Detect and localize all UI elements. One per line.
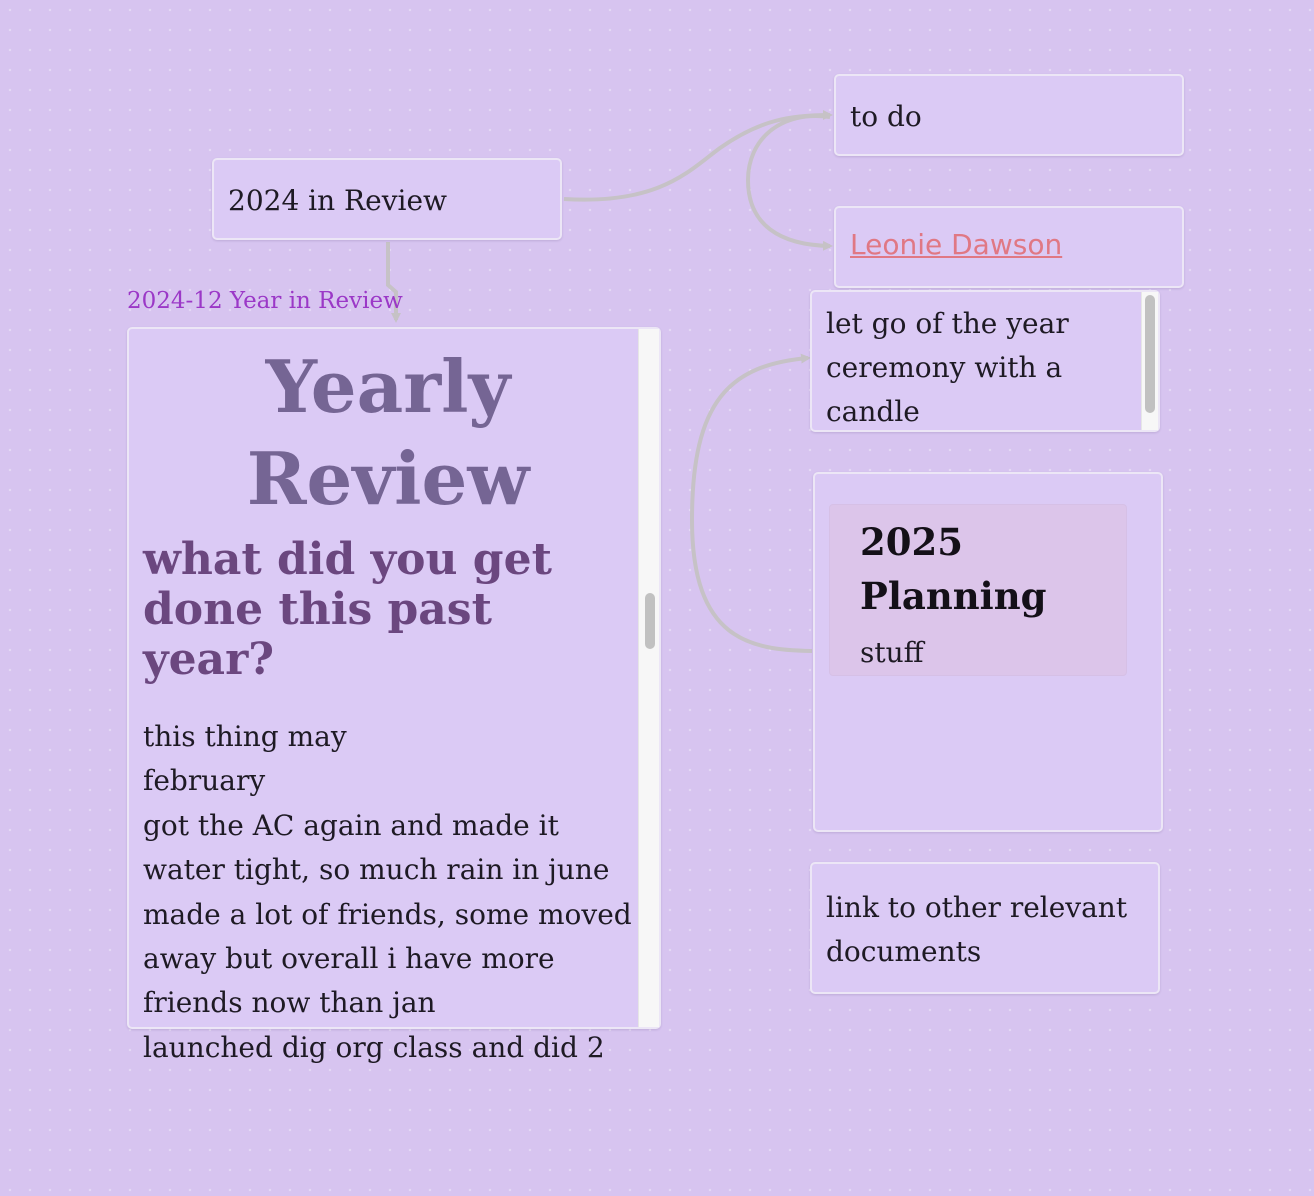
- node-link-documents[interactable]: [810, 862, 1160, 994]
- node-2024-in-review[interactable]: [212, 158, 562, 240]
- leonie-dawson-link[interactable]: Leonie Dawson: [850, 228, 1063, 261]
- file-card-content: [143, 329, 633, 1064]
- planning-body: stuff: [860, 636, 924, 669]
- body-line: away but overall i have more: [143, 942, 555, 976]
- let-go-scrollbar-thumb[interactable]: [1145, 295, 1155, 413]
- body-line: this thing may: [143, 720, 347, 753]
- node-link-documents-text: link to other relevant documents: [826, 891, 1128, 968]
- edge-review-to-todo[interactable]: [564, 115, 830, 200]
- planning-inner-card[interactable]: [829, 504, 1127, 676]
- edge-todo-to-link[interactable]: [748, 116, 830, 246]
- node-link-leonie-dawson[interactable]: [834, 206, 1184, 288]
- edge-planning-to-letgo[interactable]: [692, 358, 812, 651]
- review-body: [143, 715, 633, 1070]
- node-file-year-in-review[interactable]: [127, 327, 661, 1064]
- body-line: made a lot of friends, some moved: [143, 897, 632, 931]
- body-line: water tight, so much rain in june: [143, 853, 610, 887]
- node-2024-in-review-text: 2024 in Review: [228, 184, 448, 217]
- file-card-scrollbar[interactable]: [638, 329, 659, 1027]
- yearly-review-heading: Yearly Review: [246, 344, 530, 521]
- let-go-scrollbar[interactable]: [1141, 292, 1158, 430]
- planning-title: 2025 Planning: [860, 520, 1047, 618]
- node-to-do-text: to do: [850, 100, 922, 133]
- body-line: friends now than jan: [143, 986, 436, 1020]
- body-line: got the AC again and made it: [143, 808, 559, 842]
- node-2025-planning[interactable]: [813, 472, 1163, 832]
- node-let-go-ceremony[interactable]: [810, 290, 1160, 432]
- question-heading: what did you get done this past year?: [143, 534, 552, 685]
- file-card-scrollbar-thumb[interactable]: [645, 593, 655, 649]
- body-line: february: [143, 764, 266, 798]
- file-node-label[interactable]: 2024-12 Year in Review: [127, 288, 403, 314]
- node-let-go-text: let go of the year ceremony with a candle: [826, 307, 1069, 428]
- node-to-do[interactable]: [834, 74, 1184, 156]
- body-line: launched dig org class and did 2: [143, 1030, 605, 1064]
